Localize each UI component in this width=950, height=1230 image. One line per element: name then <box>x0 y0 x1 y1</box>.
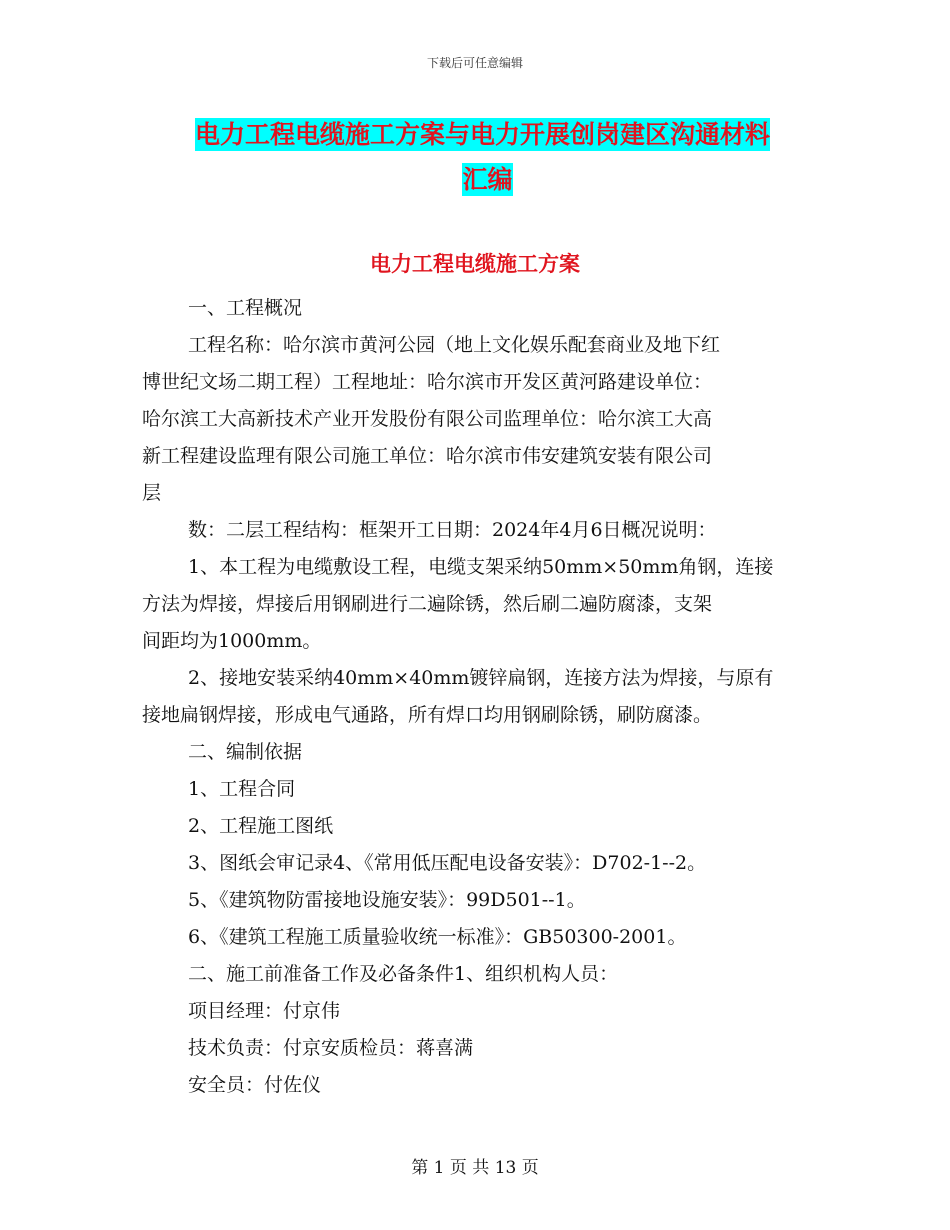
paragraph-line: 哈尔滨工大高新技术产业开发股份有限公司监理单位：哈尔滨工大高 <box>142 408 713 430</box>
heading-basis: 二、编制依据 <box>188 741 303 763</box>
list-item: 6、《建筑工程施工质量验收统一标准》：GB50300-2001。 <box>188 926 687 948</box>
paragraph-line: 2、接地安装采纳40mm×40mm镀锌扁钢，连接方法为焊接，与原有 <box>188 667 774 689</box>
heading-project-overview: 一、工程概况 <box>188 297 303 319</box>
title-line-1: 电力工程电缆施工方案与电力开展创岗建区沟通材料 <box>195 120 771 149</box>
staff-item: 安全员：付佐仪 <box>188 1074 322 1096</box>
paragraph-line: 接地扁钢焊接，形成电气通路，所有焊口均用钢刷除锈，刷防腐漆。 <box>142 704 713 726</box>
paragraph-line: 1、本工程为电缆敷设工程，电缆支架采纳50mm×50mm角钢，连接 <box>188 556 774 578</box>
list-item: 2、工程施工图纸 <box>188 815 334 837</box>
heading-preparation: 二、施工前准备工作及必备条件1、组织机构人员： <box>188 963 619 985</box>
paragraph-line: 间距均为1000mm。 <box>142 630 322 652</box>
section-title: 电力工程电缆施工方案 <box>370 251 580 276</box>
paragraph-line: 方法为焊接，焊接后用钢刷进行二遍除锈，然后刷二遍防腐漆，支架 <box>142 593 713 615</box>
paragraph-line: 新工程建设监理有限公司施工单位：哈尔滨市伟安建筑安装有限公司 <box>142 445 713 467</box>
paragraph-line: 数：二层工程结构：框架开工日期：2024年4月6日概况说明： <box>188 519 717 541</box>
document-title <box>195 112 805 202</box>
title-line-2: 汇编 <box>462 165 513 194</box>
header-note: 下载后可任意编辑 <box>426 56 523 70</box>
list-item: 5、《建筑物防雷接地设施安装》：99D501--1。 <box>188 889 586 911</box>
document-body <box>142 290 812 1104</box>
list-item: 3、图纸会审记录4、《常用低压配电设备安装》：D702-1--2。 <box>188 852 707 874</box>
page-footer: 第 1 页 共 13 页 <box>411 1158 539 1178</box>
staff-item: 技术负责：付京安质检员：蒋喜满 <box>188 1037 474 1059</box>
paragraph-line: 工程名称：哈尔滨市黄河公园（地上文化娱乐配套商业及地下红 <box>188 334 721 356</box>
paragraph-line: 博世纪文场二期工程）工程地址：哈尔滨市开发区黄河路建设单位： <box>142 371 713 393</box>
staff-item: 项目经理：付京伟 <box>188 1000 341 1022</box>
paragraph-line: 层 <box>142 482 162 504</box>
list-item: 1、工程合同 <box>188 778 296 800</box>
